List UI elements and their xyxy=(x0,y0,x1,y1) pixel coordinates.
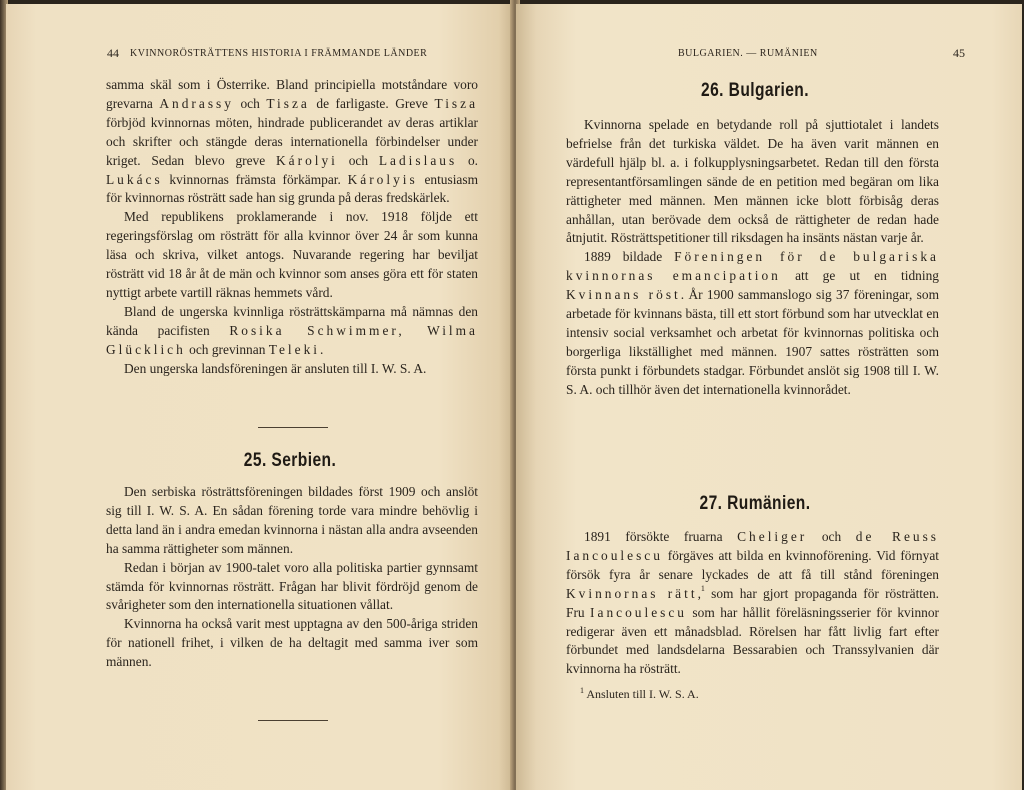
right-text-romania: 1891 försökte fruarna Cheliger och de Reuss Iancoulescu förgäves att bilda en kvinnoförening. Vid förnyat försök fyra år senare lyckades de att få till stånd föreningen Kvinnornas rätt,$^1$ som har gjort propaganda för rösträtten. Fru Iancoulescu som har hållit föreläsningsserier för kvinnor redigerar även ett månadsblad. Rörelsen har fått livlig fart efter förbundet med landsdelarna Bessarabien och Transsylvanien där kvinnorna ha rösträtt. xyxy=(566,529,940,677)
left-page xyxy=(6,4,514,790)
left-running-head: KVINNORÖSTRÄTTENS HISTORIA I FRÄMMANDE LÄNDER xyxy=(130,48,428,59)
right-text-bulgaria: Kvinnorna spelade en betydande roll på sjuttiotalet i landets befrielse från det turkiska väldet. De ha även varit männen en värdefull hjälp bl. a. i folkupplysningsarbetet. Redan till den första representantförsamlingen sände de en petition med begäran om lika rättigheter med männen. Men männen icke blott förbisåg deras anhållan, utan berövade dem också de rättigheter de redan hade åtnjutit. Rösträttspetitioner till riksdagen ha insänts nästan varje år. 1889 bildade Föreningen för de bulgariska kvinnornas emancipation att ge ut en tidning Kvinnans röst. År 1900 sammanslogo sig 37 föreningar, som arbetade för kvinnans bästa, till ett stort förbund som har utvecklat en intensiv social verksamhet och arbetat för kvinnornas politiska och borgerliga likställighet med männen. 1907 sattes rösträtten som första punkt i förbundets stadgar. Förbundet anslöt sig 1908 till I. W. S. A. och tillhör även det internationella kvinnorådet. xyxy=(566,117,939,397)
left-text-top: samma skäl som i Österrike. Bland principiella motståndare voro grevarna Andrassy och Tisza de farligaste. Greve Tisza förbjöd kvinnornas möten, hindrade publicerandet av deras artiklar och skrifter och stängde deras internationella förbindelser under kriget. Sedan blevo greve Károlyi och Ladislaus o. Lukács kvinnornas främsta förkämpar. Károlyis entusiasm för kvinnornas rösträtt sade han sig grunda på deras fredskärlek. Med republikens proklamerande i nov. 1918 följde ett regeringsförslag om rösträtt för alla kvinnor över 24 år som kunna läsa och skriva, vilket antogs. Nuvarande regering har beviljat rösträtt vid 18 år åt de män och kvinnor som anses göra ett för staten nyttigt arbete vartill räknas hemmets vård. Bland de ungerska kvinnliga rösträttskämparna må nämnas den kända pacifisten Rosika Schwimmer, Wilma Glücklich och grevinnan Teleki. Den ungerska landsföreningen är ansluten till I. W. S. A. xyxy=(106,77,479,376)
right-page-number: 45 xyxy=(953,46,965,60)
section-divider xyxy=(258,427,328,428)
section-divider-bottom xyxy=(258,720,328,721)
heading-romania: 27. Rumänien. xyxy=(699,493,811,514)
footnote-mark: 1 xyxy=(580,686,584,695)
right-page xyxy=(516,4,1022,790)
footnote xyxy=(580,687,699,702)
heading-serbia: 25. Serbien. xyxy=(243,450,337,471)
footnote-text: Ansluten till I. W. S. A. xyxy=(586,687,699,701)
left-text-serbia: Den serbiska rösträttsföreningen bildades först 1909 och anslöt sig till I. W. S. A. En sådan förening torde vara mindre behövlig i detta land än i andra emedan kvinnorna i nästan alla andra avseenden ha samma rättigheter som männen. Redan i början av 1900-talet voro alla politiska partier gynnsamt stämda för kvinnornas rösträtt. Frågan har blivit fördröjd genom de svårigheter som den internationella situationen vållat. Kvinnorna ha också varit mest upptagna av den 500-åriga striden för nationell frihet, i vilken de ha deltagit med samma iver som männen. xyxy=(106,484,478,670)
left-page-number: 44 xyxy=(107,46,119,60)
right-running-head: BULGARIEN. — RUMÄNIEN xyxy=(678,48,818,59)
heading-bulgaria: 26. Bulgarien. xyxy=(701,80,809,101)
